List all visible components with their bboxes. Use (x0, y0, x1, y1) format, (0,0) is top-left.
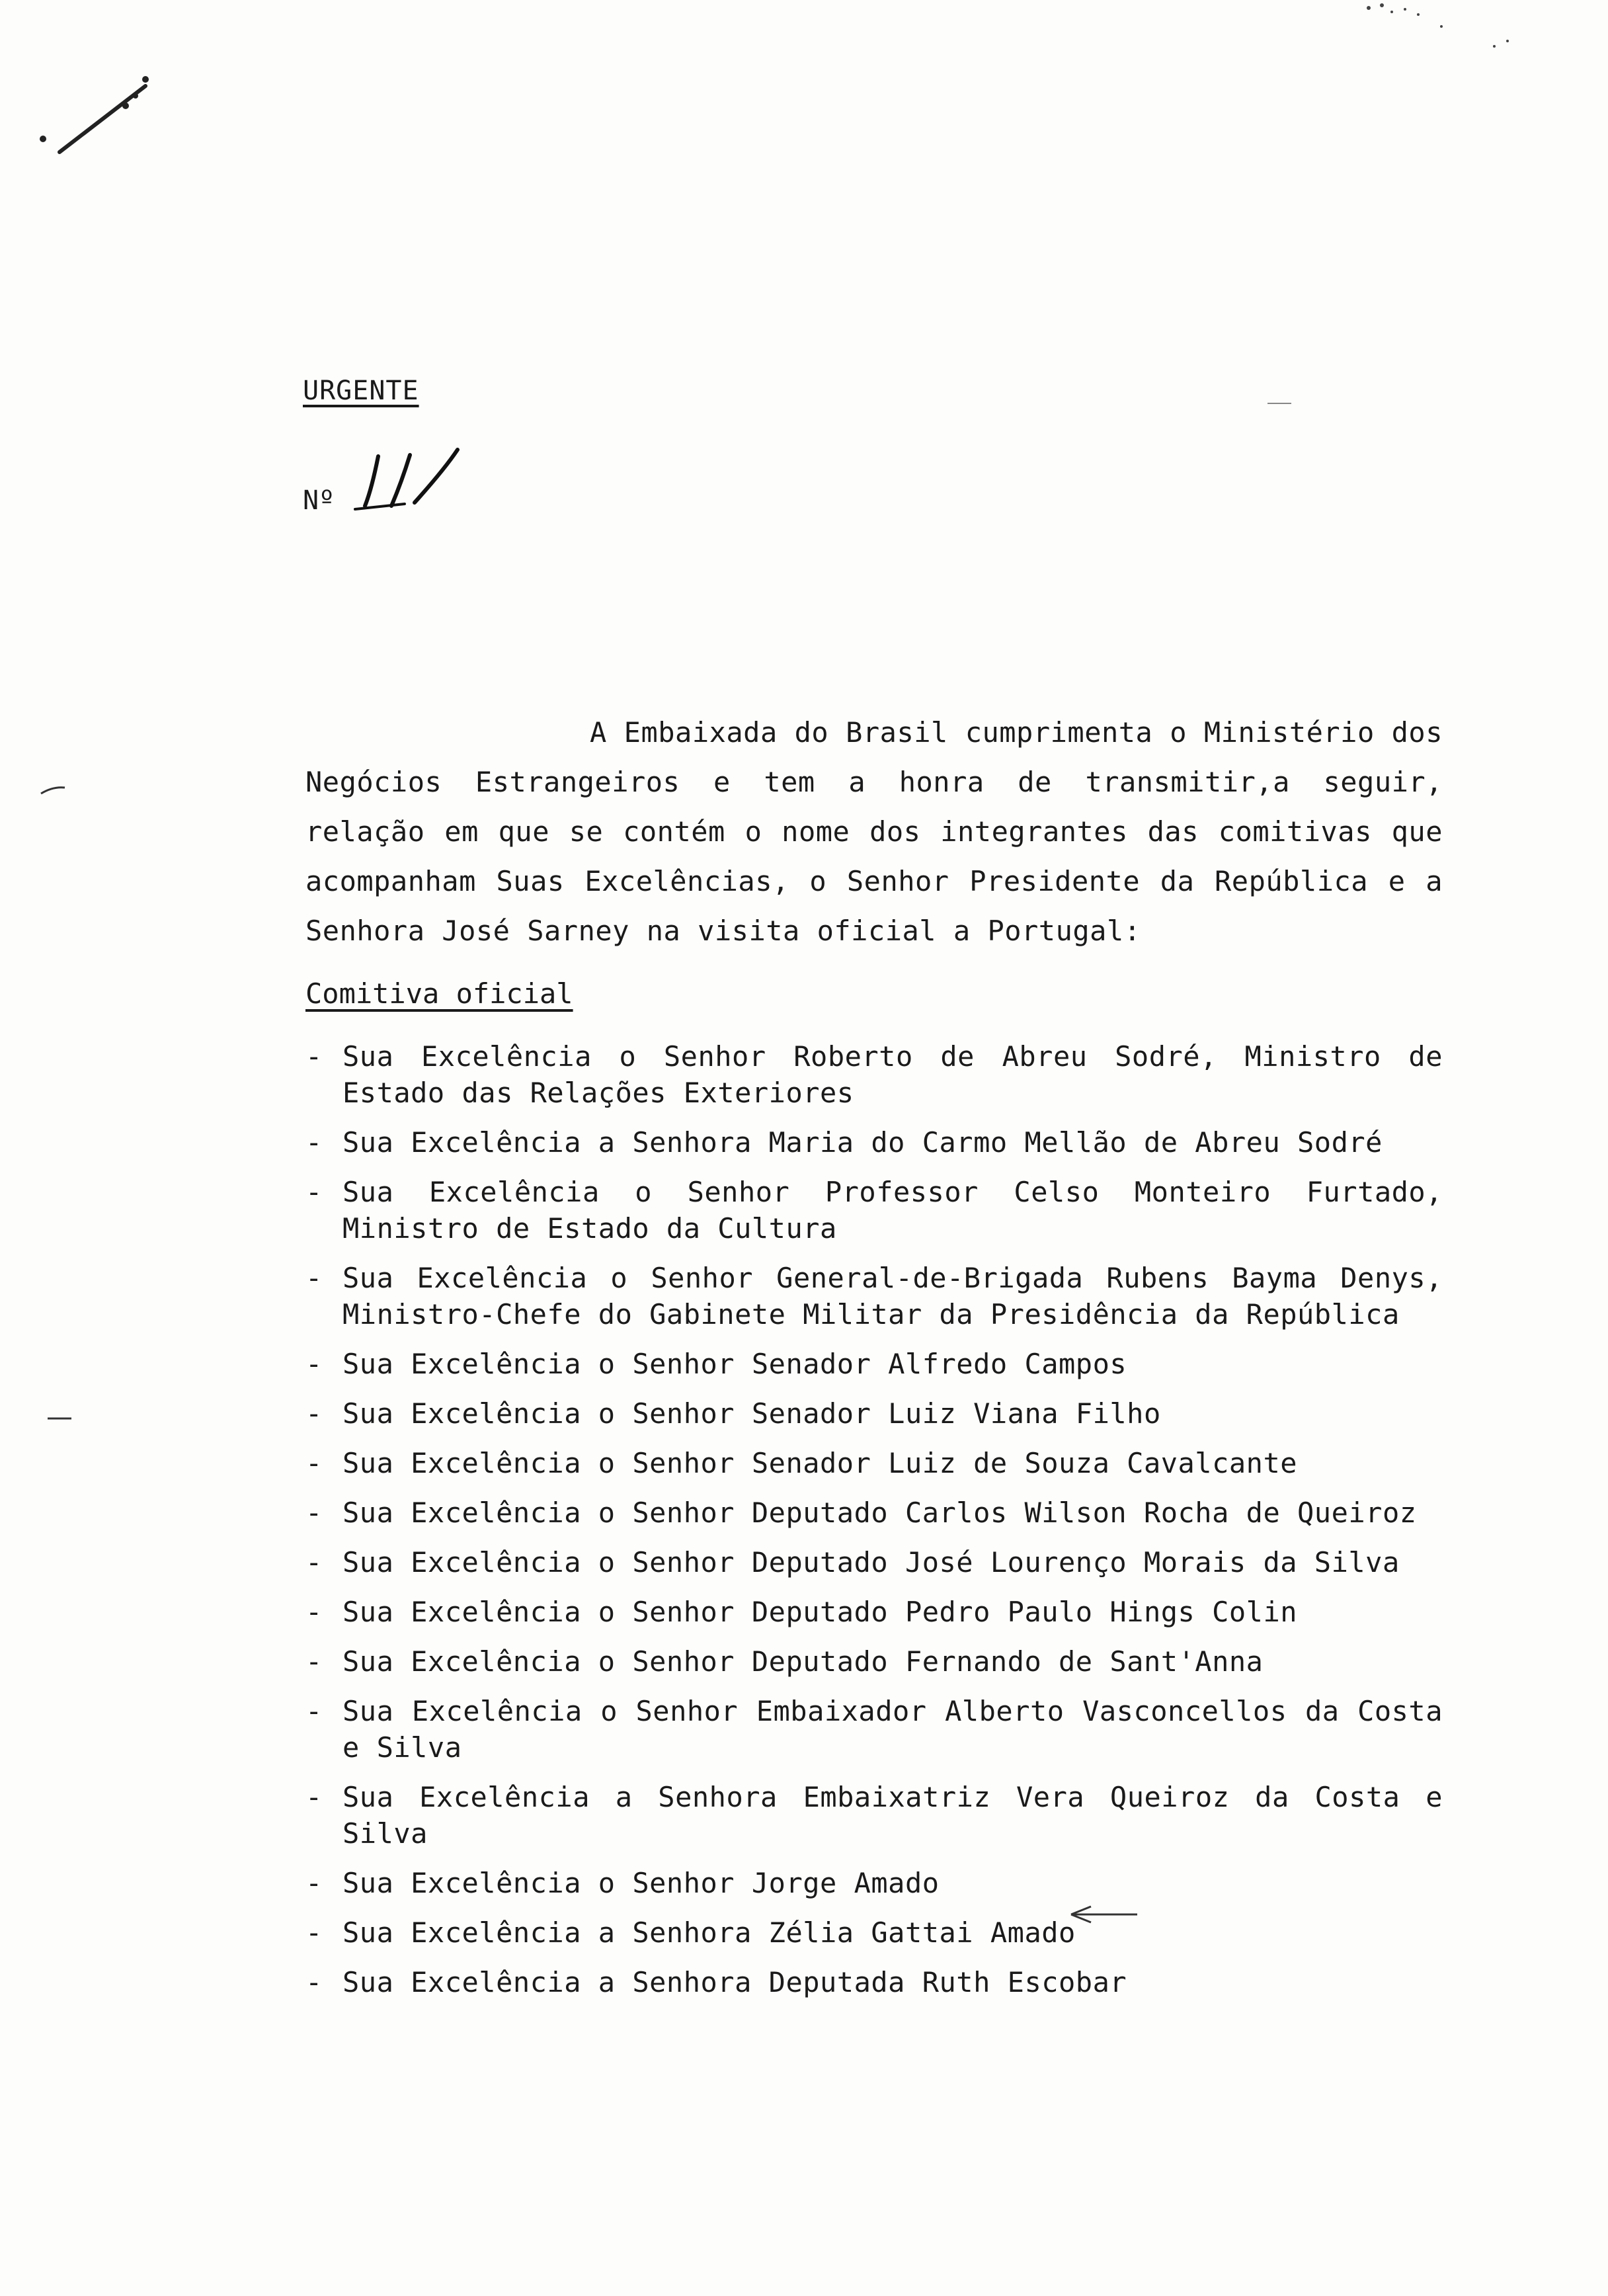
intro-paragraph: A Embaixada do Brasil cumprimenta o Ministério dos Negócios Estrangeiros e tem a honra de transmitir,a seguir, relação em que se contém o nome dos integrantes das comitivas que acompanham Suas Excelências, o Senhor Presidente da República e a Senhora José Sarney na visita oficial a Portugal: (305, 716, 1443, 947)
list-bullet: - (305, 1397, 323, 1430)
list-item: - Sua Excelência o Senhor Roberto de Abreu Sodré, Ministro de Estado das Relações Exteriores (305, 1038, 1443, 1111)
list-item: - Sua Excelência o Senhor Deputado Fernando de Sant'Anna (305, 1643, 1443, 1680)
list-item: - Sua Excelência o Senhor General-de-Brigada Rubens Bayma Denys, Ministro-Chefe do Gabinete Militar da Presidência da República (305, 1260, 1443, 1332)
delegation-list (305, 1038, 1443, 2014)
speckle-marks (1342, 0, 1541, 66)
list-item: - Sua Excelência o Senhor Senador Alfredo Campos (305, 1346, 1443, 1382)
list-item: - Sua Excelência o Senhor Deputado Pedro Paulo Hings Colin (305, 1594, 1443, 1630)
margin-mark-right (1266, 400, 1293, 407)
list-bullet: - (305, 1966, 323, 1998)
list-bullet: - (305, 1040, 323, 1073)
list-bullet: - (305, 1348, 323, 1380)
handwritten-number (352, 443, 477, 516)
margin-mark-middle (46, 1415, 73, 1422)
pen-stroke-mark (33, 60, 165, 165)
list-bullet: - (305, 1176, 323, 1208)
list-item: - Sua Excelência a Senhora Zélia Gattai Amado (305, 1914, 1443, 1951)
list-item: - Sua Excelência o Senhor Deputado Carlos Wilson Rocha de Queiroz (305, 1495, 1443, 1531)
list-item: - Sua Excelência a Senhora Maria do Carmo Mellão de Abreu Sodré (305, 1124, 1443, 1161)
list-item: - Sua Excelência a Senhora Deputada Ruth Escobar (305, 1964, 1443, 2000)
list-bullet: - (305, 1496, 323, 1529)
section-title: Comitiva oficial (305, 977, 573, 1010)
list-bullet: - (305, 1126, 323, 1159)
list-item: - Sua Excelência o Senhor Senador Luiz de Souza Cavalcante (305, 1445, 1443, 1481)
list-bullet: - (305, 1867, 323, 1899)
urgency-label: URGENTE (303, 376, 419, 406)
list-item: - Sua Excelência a Senhora Embaixatriz Vera Queiroz da Costa e Silva (305, 1779, 1443, 1852)
list-bullet: - (305, 1546, 323, 1578)
margin-mark-top (40, 784, 66, 797)
handwritten-arrow-mark (1065, 1901, 1144, 1928)
list-bullet: - (305, 1262, 323, 1294)
list-bullet: - (305, 1916, 323, 1949)
list-bullet: - (305, 1596, 323, 1628)
list-bullet: - (305, 1447, 323, 1479)
number-label: Nº (303, 485, 335, 516)
list-item: - Sua Excelência o Senhor Embaixador Alberto Vasconcellos da Costa e Silva (305, 1693, 1443, 1766)
document-number (303, 443, 477, 516)
list-item: - Sua Excelência o Senhor Jorge Amado (305, 1865, 1443, 1901)
list-item: - Sua Excelência o Senhor Deputado José Lourenço Morais da Silva (305, 1544, 1443, 1580)
list-item: - Sua Excelência o Senhor Senador Luiz Viana Filho (305, 1395, 1443, 1432)
list-bullet: - (305, 1695, 323, 1727)
list-bullet: - (305, 1645, 323, 1678)
list-bullet: - (305, 1781, 323, 1813)
list-item: - Sua Excelência o Senhor Professor Celso Monteiro Furtado, Ministro de Estado da Cultura (305, 1174, 1443, 1247)
